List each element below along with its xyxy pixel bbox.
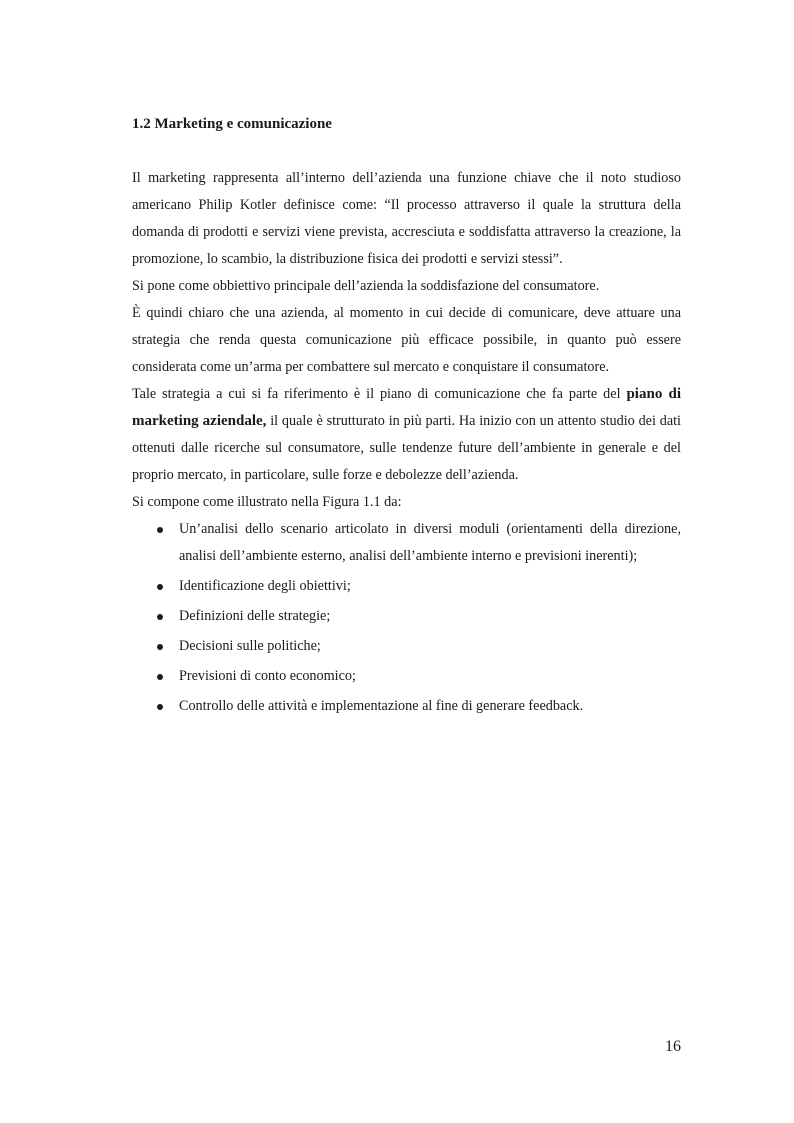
page-number: 16	[665, 1038, 681, 1055]
list-item	[132, 633, 681, 660]
bullet-icon	[157, 584, 163, 590]
list-item-text: Identificazione degli obiettivi;	[179, 578, 351, 594]
bullet-icon	[157, 614, 163, 620]
list-item-text: Previsioni di conto economico;	[179, 668, 356, 684]
list-item	[132, 573, 681, 600]
list-item-text: Definizioni delle strategie;	[179, 608, 331, 624]
list-item	[132, 663, 681, 690]
paragraph-strategy: È quindi chiaro che una azienda, al momento in cui decide di comunicare, deve attuare una strategia che renda questa comunicazione più efficace possibile, in quanto può essere considerata come un’arma per combattere sul mercato e conquistare il consumatore.	[132, 305, 681, 375]
paragraph-objective: Si pone come obbiettivo principale dell’azienda la soddisfazione del consumatore.	[132, 278, 600, 294]
plan-text-after: il quale è strutturato in più parti. Ha inizio con un attento studio dei dati ottenuti dalle ricerche sul consumatore, sulle tendenze future dell’ambiente in generale e del proprio mercato, in particolare, sulle forze e debolezze dell’azienda.	[132, 413, 681, 483]
section-heading: 1.2 Marketing e comunicazione	[132, 116, 332, 132]
plan-text-before: Tale strategia a cui si fa riferimento è il piano di comunicazione che fa parte del	[132, 386, 627, 402]
list-item-text: Decisioni sulle politiche;	[179, 638, 321, 654]
paragraph-marketing-plan	[132, 381, 681, 489]
body-text	[132, 165, 681, 720]
list-item-text: Controllo delle attività e implementazione al fine di generare feedback.	[179, 698, 584, 714]
plan-bold-term: piano di marketing aziendale,	[132, 386, 681, 429]
paragraph-definition: Il marketing rappresenta all’interno dell’azienda una funzione chiave che il noto studioso americano Philip Kotler definisce come: “Il processo attraverso il quale la struttura della domanda di prodotti e servizi viene prevista, accresciuta e soddisfatta attraverso la creazione, la promozione, lo scambio, la distribuzione fisica dei prodotti e servizi stessi”.	[132, 170, 681, 267]
bullet-icon	[157, 704, 163, 710]
list-item	[132, 603, 681, 630]
bullet-icon	[157, 527, 163, 533]
bullet-icon	[157, 674, 163, 680]
bullet-icon	[157, 644, 163, 650]
list-item	[132, 516, 681, 570]
list-item	[132, 693, 681, 720]
list-item-text: Un’analisi dello scenario articolato in diversi moduli (orientamenti della direzione, analisi dell’ambiente esterno, analisi dell’ambiente interno e previsioni inerenti);	[179, 521, 681, 564]
bullet-list	[132, 516, 681, 720]
paragraph-list-intro: Si compone come illustrato nella Figura 1.1 da:	[132, 494, 402, 510]
